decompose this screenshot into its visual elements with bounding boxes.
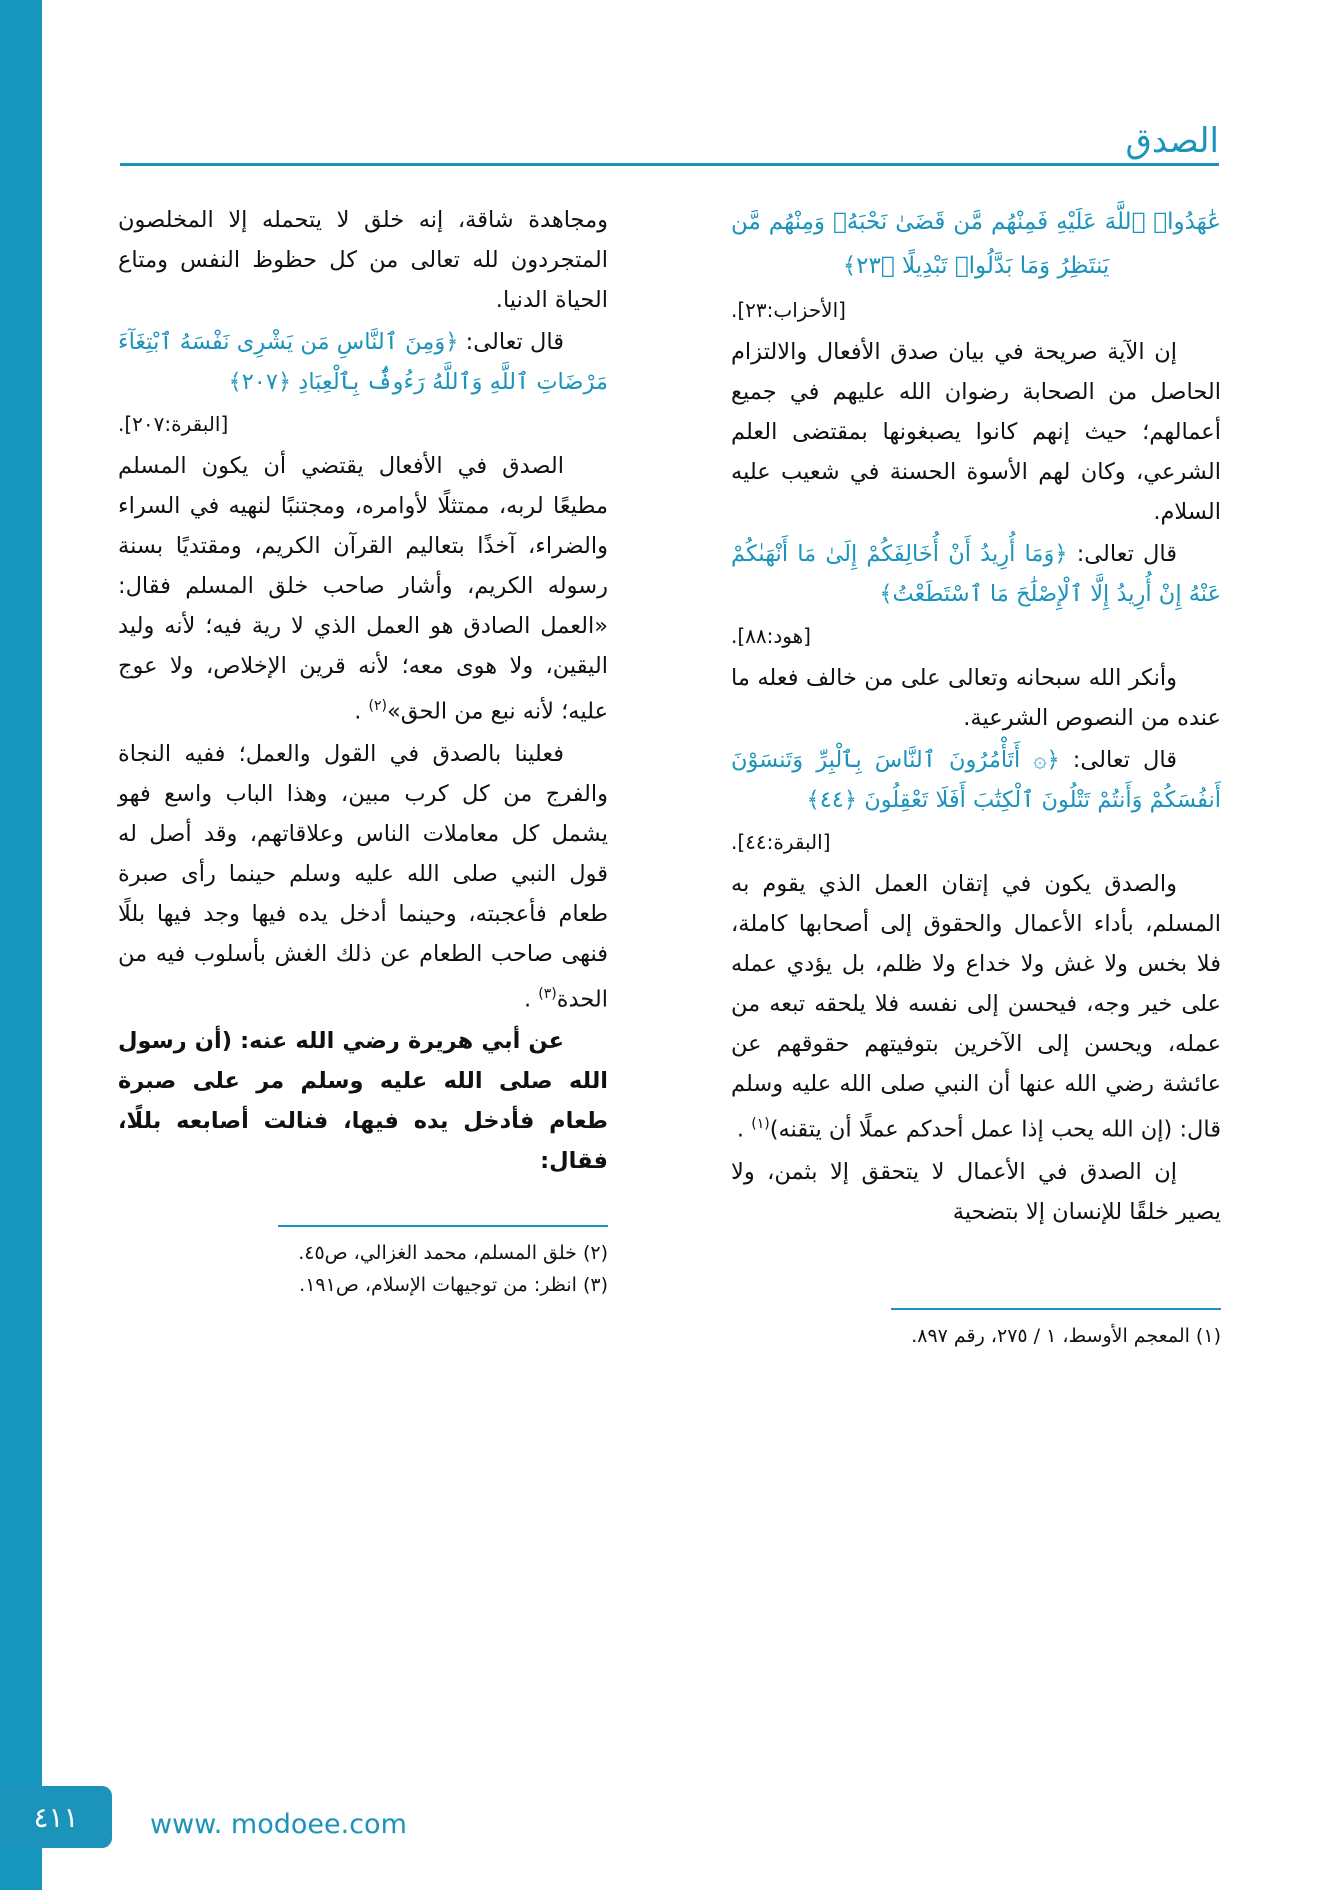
quran-verse-inline: ﴿۞ أَتَأْمُرُونَ ٱلنَّاسَ بِٱلْبِرِّ وَتَنسَوْنَ أَنفُسَكُمْ وَأَنتُمْ تَتْلُونَ ٱلْكِتَٰبَ أَفَلَا تَعْقِلُونَ ﴿٤٤﴾ xyxy=(731,747,1221,813)
verse-reference: [البقرة:٤٤]. xyxy=(731,830,831,854)
body-text: والصدق يكون في إتقان العمل الذي يقوم به المسلم، بأداء الأعمال والحقوق إلى أصحابها كاملة، فلا بخس ولا غش ولا خداع ولا ظلم، بل يؤدي عمله على خير وجه، فيحسن إلى نفسه فلا يلحقه تبعه من عمله، ويحسن إلى الآخرين بتوفيتهم حقوقهم عن عائشة رضي الله عنها أن النبي صلى الله عليه وسلم قال: (إن الله يحب إذا عمل أحدكم عملًا أن يتقنه) xyxy=(731,871,1221,1143)
verse-reference: [هود:٨٨]. xyxy=(731,624,811,648)
footnote-marker-1: (١) xyxy=(751,1116,770,1132)
footnote-divider xyxy=(891,1308,1221,1310)
verse-reference: [الأحزاب:٢٣]. xyxy=(731,298,846,322)
quran-verse-inline: ﴿وَمَا أُرِيدُ أَنْ أُخَالِفَكُمْ إِلَىٰ مَا أَنْهَىٰكُمْ عَنْهُ إِنْ أُرِيدُ إِلَّا ٱلْإِصْلَٰحَ مَا ٱسْتَطَعْتُ﴾ xyxy=(731,541,1221,607)
body-paragraph: فعلينا بالصدق في القول والعمل؛ ففيه النجاة والفرج من كل كرب مبين، وهذا الباب واسع فهو يشمل كل معاملات الناس وعلاقاتهم، وقد أصل له قول النبي صلى الله عليه وسلم حينما رأى صبرة طعام فأعجبته، وحينما أدخل يده فيها وجد فيها بللًا فنهى صاحب الطعام عن ذلك الغش بأسلوب فيه من الحدة$^{(٣)}$ . xyxy=(118,740,608,1012)
quote-lead-label: قال تعالى: xyxy=(465,329,565,355)
footnote-marker-2: (٢) xyxy=(368,698,387,714)
quote-lead-paragraph xyxy=(731,534,1221,614)
header-divider xyxy=(120,163,1219,166)
body-paragraph: الصدق في الأفعال يقتضي أن يكون المسلم مطيعًا لربه، ممتثلًا لأوامره، ومجتنبًا لنهيه في السراء والضراء، آخذًا بتعاليم القرآن الكريم، ومقتديًا بسنة رسوله الكريم، وأشار صاحب خلق المسلم فقال: «العمل الصادق هو العمل الذي لا رية فيه؛ لأنه وليد اليقين، ولا هوى معه؛ لأنه قرين الإخلاص، ولا عوج عليه؛ لأنه نبع من الحق»$^{(٢)}$ . xyxy=(118,453,608,725)
footnote-item: (٢) خلق المسلم، محمد الغزالي، ص٤٥. xyxy=(298,1242,608,1264)
footnote-divider xyxy=(278,1225,608,1227)
body-paragraph: وأنكر الله سبحانه وتعالى على من خالف فعله ما عنده من النصوص الشرعية. xyxy=(731,665,1221,731)
hadith-paragraph: عن أبي هريرة رضي الله عنه: (أن رسول الله صلى الله عليه وسلم مر على صبرة طعام فأدخل يده فيها، فنالت أصابعه بللًا، فقال: xyxy=(118,1028,608,1174)
footnote-marker-3: (٣) xyxy=(538,985,557,1002)
body-paragraph: إن الآية صريحة في بيان صدق الأفعال والالتزام الحاصل من الصحابة رضوان الله عليهم في جميع أعمالهم؛ حيث إنهم كانوا يصبغونها بمقتضى العلم الشرعي، وكان لهم الأسوة الحسنة في شعيب عليه السلام. xyxy=(731,339,1221,525)
footnote-item: (٣) انظر: من توجيهات الإسلام، ص١٩١. xyxy=(299,1274,608,1296)
column-left xyxy=(118,200,608,1296)
page-edge-bar xyxy=(0,0,42,1890)
site-url[interactable]: www. modoee.com xyxy=(150,1809,407,1840)
footnotes-right xyxy=(731,1308,1221,1352)
footnotes-left xyxy=(118,1225,608,1301)
verse-reference: [البقرة:٢٠٧]. xyxy=(118,412,229,436)
column-right xyxy=(731,200,1221,1347)
page-title: الصدق xyxy=(1125,121,1219,161)
body-paragraph: والصدق يكون في إتقان العمل الذي يقوم به المسلم، بأداء الأعمال والحقوق إلى أصحابها كاملة، فلا بخس ولا غش ولا خداع ولا ظلم، بل يؤدي عمله على خير وجه، فيحسن إلى نفسه فلا يلحقه تبعه من عمله، ويحسن إلى الآخرين بتوفيتهم حقوقهم عن عائشة رضي الله عنها أن النبي صلى الله عليه وسلم قال: (إن الله يحب إذا عمل أحدكم عملًا أن يتقنه)$^{(١)}$ . xyxy=(731,871,1221,1143)
quote-lead-paragraph xyxy=(118,322,608,402)
page-footer xyxy=(0,1770,1339,1890)
quran-verse: عَٰهَدُوا۟ ٱللَّهَ عَلَيْهِ فَمِنْهُم مَّن قَضَىٰ نَحْبَهُۥ وَمِنْهُم مَّن يَنتَظِرُ وَمَا بَدَّلُوا۟ تَبْدِيلًا ﴿٢٣﴾ xyxy=(731,209,1221,279)
body-text: فعلينا بالصدق في القول والعمل؛ ففيه النجاة والفرج من كل كرب مبين، وهذا الباب واسع فهو يشمل كل معاملات الناس وعلاقاتهم، وقد أصل له قول النبي صلى الله عليه وسلم حينما رأى صبرة طعام فأعجبته، وحينما أدخل يده فيها وجد فيها بللًا فنهى صاحب الطعام عن ذلك الغش بأسلوب فيه من الحدة xyxy=(118,740,608,1012)
page-header xyxy=(120,112,1219,166)
quote-lead-paragraph xyxy=(731,740,1221,820)
page-number: ٤١١ xyxy=(0,1786,112,1848)
footnote-item: (١) المعجم الأوسط، ١ / ٢٧٥، رقم ٨٩٧. xyxy=(911,1324,1221,1347)
body-paragraph: ومجاهدة شاقة، إنه خلق لا يتحمله إلا المخلصون المتجردون لله تعالى من كل حظوظ النفس ومتاع الحياة الدنيا. xyxy=(118,207,608,313)
body-text: الصدق في الأفعال يقتضي أن يكون المسلم مطيعًا لربه، ممتثلًا لأوامره، ومجتنبًا لنهيه في السراء والضراء، آخذًا بتعاليم القرآن الكريم، ومقتديًا بسنة رسوله الكريم، وأشار صاحب خلق المسلم فقال: «العمل الصادق هو العمل الذي لا رية فيه؛ لأنه وليد اليقين، ولا هوى معه؛ لأنه قرين الإخلاص، ولا عوج عليه؛ لأنه نبع من الحق» xyxy=(118,453,608,725)
quran-verse-inline: ﴿وَمِنَ ٱلنَّاسِ مَن يَشْرِى نَفْسَهُ ٱبْتِغَآءَ مَرْضَاتِ ٱللَّهِ وَٱللَّهُ رَءُوفٌۢ بِٱلْعِبَادِ ﴿٢٠٧﴾ xyxy=(118,329,608,395)
body-paragraph: إن الصدق في الأعمال لا يتحقق إلا بثمن، ولا يصير خلقًا للإنسان إلا بتضحية xyxy=(731,1158,1221,1225)
text-columns xyxy=(118,200,1221,1640)
page-edge-bar-inner xyxy=(0,0,42,1890)
quote-lead-label: قال تعالى: xyxy=(1076,541,1178,567)
quote-lead-label: قال تعالى: xyxy=(1072,747,1177,773)
